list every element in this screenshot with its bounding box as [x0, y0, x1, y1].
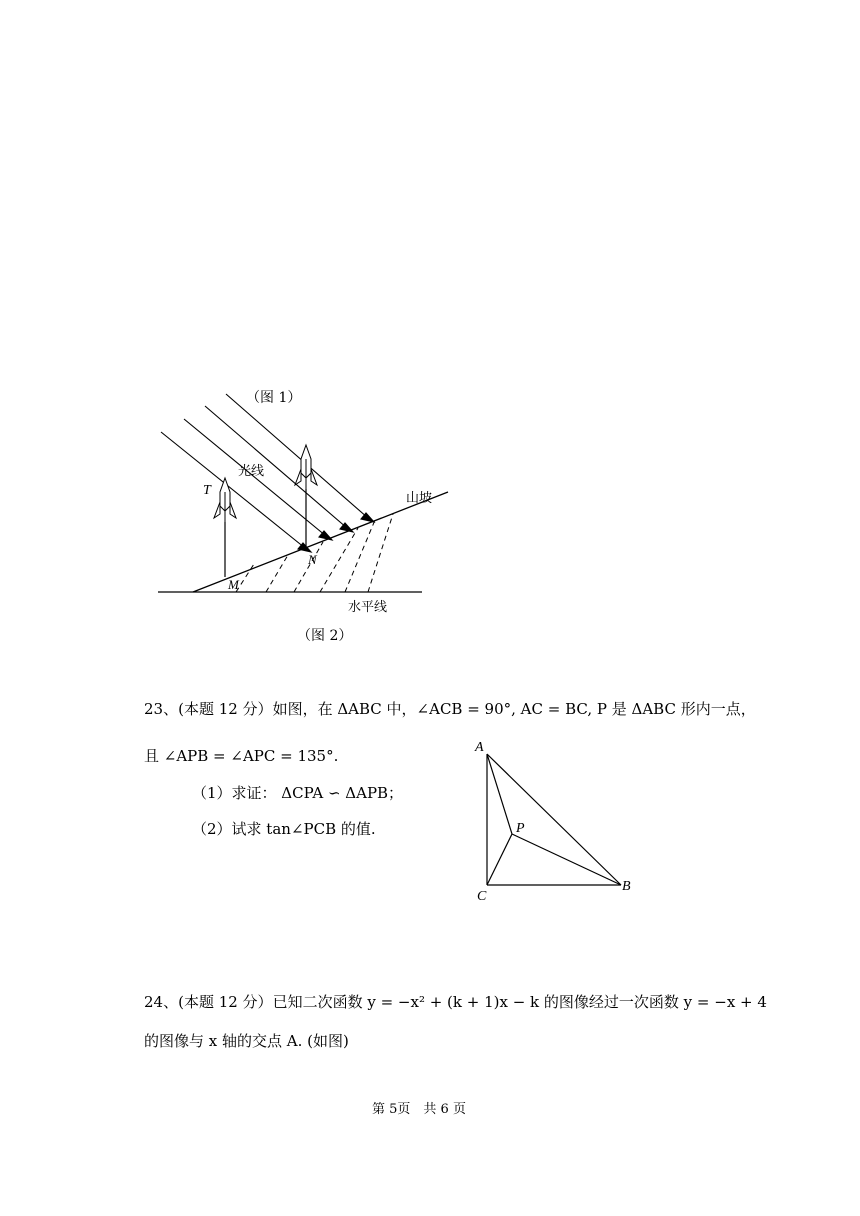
label-T: T	[203, 483, 211, 498]
light-ray	[161, 432, 305, 548]
q24-line2: 的图像与 x 轴的交点 A. (如图)	[144, 1032, 349, 1050]
arrow-head	[361, 513, 374, 522]
q23-line2: 且 ∠APB = ∠APC = 135°.	[144, 747, 339, 765]
figure2-caption: （图 2）	[297, 628, 353, 644]
rocket-icon	[295, 445, 317, 489]
triangle-figure	[487, 754, 621, 885]
light-ray	[226, 394, 368, 518]
q23-part2: （2）试求 tan∠PCB 的值.	[192, 820, 376, 838]
label-B: B	[622, 879, 631, 894]
rocket-icon	[214, 478, 236, 522]
segment-PC	[487, 834, 512, 885]
label-N: N	[308, 552, 317, 567]
q23-part1: （1）求证： ΔCPA ∽ ΔAPB；	[192, 784, 404, 802]
q24-line1: 24、(本题 12 分）已知二次函数 y = −x² + (k + 1)x − k 的图像经过一次函数 y = −x + 4	[144, 993, 767, 1011]
segment-PB	[512, 834, 621, 885]
label-slope: 山坡	[406, 491, 433, 506]
label-horizontal: 水平线	[348, 600, 388, 615]
light-rays	[161, 394, 374, 552]
label-light: 光线	[238, 464, 265, 479]
q23-line1: 23、(本题 12 分）如图，在 ΔABC 中，∠ACB = 90°, AC = BC, P 是 ΔABC 形内一点，	[144, 700, 756, 718]
page-footer: 第 5页 共 6 页	[372, 1102, 466, 1117]
label-M: M	[228, 577, 239, 592]
label-A: A	[475, 740, 484, 755]
label-P: P	[516, 821, 525, 836]
figure1-caption: （图 1）	[246, 390, 302, 406]
label-C: C	[477, 889, 487, 904]
